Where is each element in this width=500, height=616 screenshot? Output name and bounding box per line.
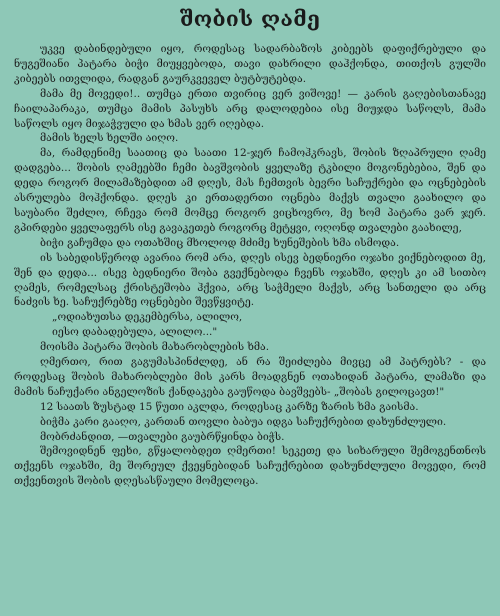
- paragraph: ის საბედისწეროდ ავარია რომ არა, დღეს ისევ ბედნიერი ოჯახი ვიქნებოდით მე, შენ და დედა... ისევ ბედნიერი შობა გვექნებოდა ჩვენს ოჯახში, დღეს კი ამ სითბო ღამეს, რომელსაც ქრისტეშობა ჰქვია, არც საჭმელი მაქვს, არც სანთელი და არც ნაძვის ხე. საჩუქრებზე ოცნებები შევწყვიტე.: [14, 251, 486, 309]
- paragraph: ბიჭი გაჩუმდა და ოთახშიც მხოლოდ მძიმე ხუნეშების ხმა ისმოდა.: [40, 236, 400, 249]
- paragraph: უკვე დაბინდებული იყო, როდესაც სადარბაზოს კიბეებს დაფიქრებული და ნუგეშიანი პატარა ბიჭი მიუყვებოდა, თავი დახრილი დაჰქონდა, თითქოს გულში კიბეებს ითვლიდა, რადგან გაურკვეველ ბუტბუტებდა.: [14, 43, 486, 85]
- paragraph: მამა მე მოვედი!.. თუმცა ერთი თვირიც ვერ ვიშოვე! — კარის გაღებისთანავე ჩაილაპარაკა, თუმცა მამის პასუხს არც დალოდებია ისე მიუჯდა საწოლს, მამა საწოლს იყო მიჯაჭვული და ხმას ვერ იღებდა.: [14, 87, 486, 130]
- paragraph: მობრძანდით, —თვალები გაუბრწყინდა ბიჭს.: [40, 430, 285, 443]
- paragraph: ბიჭმა კარი გააღო, კართან თოვლი ბაბუა იდგა საჩუქრებით დახუნძლული.: [40, 415, 447, 428]
- paragraph: მამის ხელს ხელში აიღო.: [40, 132, 179, 145]
- paragraph: მა, რამდენიმე საათიც და საათი 12-ჯერ ჩამოჰკრავს, შობის ზღაპრული ღამე დადგება... შობის ღამეებში ჩემი ბავშვობის ყველაზე ტკბილი მოგონებებია, შენ და დედა როგორ მილამაზებდით ამ დღეს, მას ჩემთვის ბევრი საჩუქრები და ოცნებების ასრულება მოჰქონდა. დღეს კი ერთადერთი ოცნება მაქვს თვალი გაახილო და საუბარი შეძლო, რჩევა რომ მომცე როგორ ვიცხოვრო, მე ხომ პატარა ვარ ჯერ. გპირდები ყველაფერს ისე გავაკეთებ როგორც მეტყვი, ოღონდ თვალები გაახილე,: [14, 147, 486, 234]
- paragraph: შემოვიდნენ ფეხი, გწყალობდეთ ღმერთი! სეკეთე და სიხარული შემოგენთნოს თქვენს ოჯახში, მე შორეულ ქვეყნებიდან საჩუქრებით დახუნძლული მოვედი, რომ თქვენთვის შობის დღესასწაული მომელოცა.: [14, 445, 486, 488]
- verse-line: იესო დაბადებულა, ალილო...": [52, 326, 218, 339]
- document-page: [14, 6, 486, 610]
- page-title: შობის ღამე: [179, 6, 321, 31]
- paragraph: 12 საათს ზუსტად 15 წუთი აკლდა, როდესაც კარზე ზარის ხმა გაისმა.: [40, 400, 419, 413]
- paragraph: ღმერთო, რით გაგუმასპინძლდე, ან რა შეიძლება მივცე ამ პატრებს? - და როდესაც შობის მახარობლები მის კარს მოადგნენ ოთახიდან პატარა, ლამაზი და მამის ნაჩუქარი ანგელოზის ქანდაკება გაუწოდა ბავშვებს- „შობას გილოცავთ!": [14, 356, 486, 398]
- paragraph: მოისმა პატარა შობის მახარობლების ხმა.: [40, 341, 270, 354]
- story-body: [14, 42, 486, 489]
- verse-line: „ოდიახუთსა დეკემბერსა, ალილო,: [52, 311, 243, 324]
